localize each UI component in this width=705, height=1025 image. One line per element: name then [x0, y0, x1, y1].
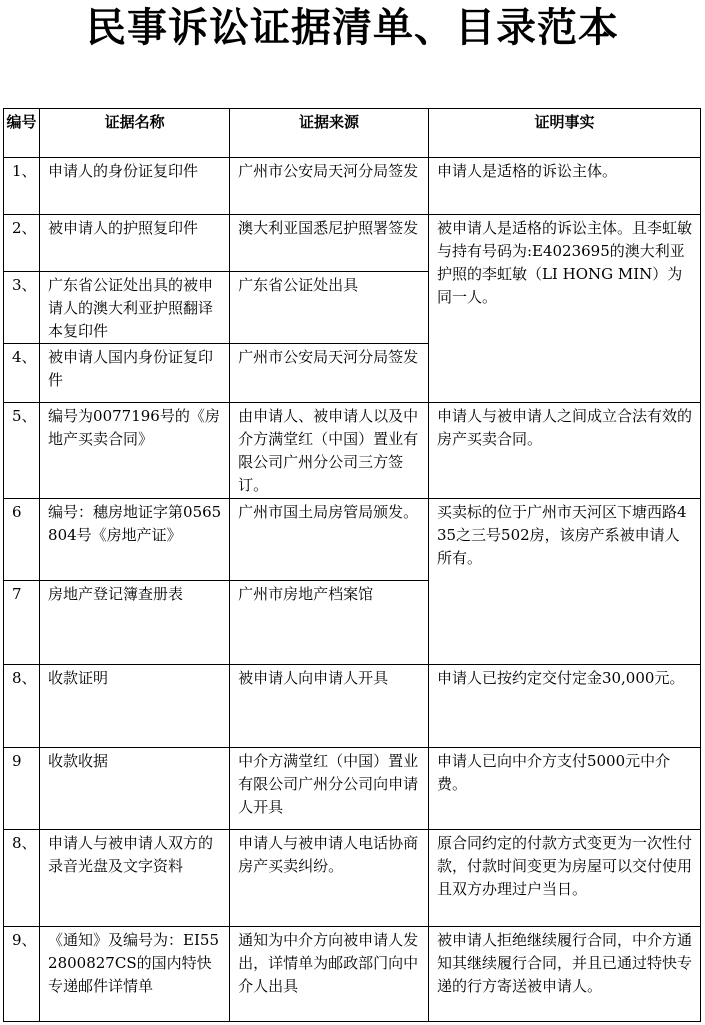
evidence-name: 编号为0077196号的《房地产买卖合同》 [40, 403, 230, 499]
evidence-name: 收款证明 [40, 665, 230, 748]
evidence-source: 被申请人向申请人开具 [230, 665, 429, 748]
evidence-source: 通知为中介方向被申请人发出，详情单为邮政部门向中介人出具 [230, 927, 429, 1022]
evidence-name: 《通知》及编号为：EI552800827CS的国内特快专递邮件详情单 [40, 927, 230, 1022]
table-row [4, 927, 701, 1022]
table-row [4, 403, 701, 499]
table-header-row [4, 109, 701, 158]
evidence-fact: 申请人已按约定交付定金30,000元。 [428, 665, 700, 748]
evidence-source: 广州市国土局房管局颁发。 [230, 499, 429, 581]
evidence-name: 被申请人的护照复印件 [40, 215, 230, 272]
table-row [4, 830, 701, 927]
evidence-name: 房地产登记簿查册表 [40, 581, 230, 665]
page-title: 民事诉讼证据清单、目录范本 [86, 5, 619, 51]
evidence-name: 编号：穗房地证字第0565804号《房地产证》 [40, 499, 230, 581]
evidence-source: 广东省公证处出具 [230, 272, 429, 344]
evidence-source: 广州市公安局天河分局签发 [230, 158, 429, 215]
table-row [4, 215, 701, 272]
table-row [4, 665, 701, 748]
evidence-fact: 申请人与被申请人之间成立合法有效的房产买卖合同。 [428, 403, 700, 499]
evidence-fact: 申请人已向中介方支付5000元中介费。 [428, 748, 700, 830]
evidence-fact: 被申请人是适格的诉讼主体。且李虹敏与持有号码为:E4023695的澳大利亚护照的李虹敏（LI HONG MIN）为同一人。 [428, 215, 700, 403]
evidence-fact: 买卖标的位于广州市天河区下塘西路435之三号502房，该房产系被申请人所有。 [428, 499, 700, 665]
header-no: 编号 [4, 109, 40, 158]
evidence-name: 广东省公证处出具的被申请人的澳大利亚护照翻译本复印件 [40, 272, 230, 344]
evidence-name: 申请人与被申请人双方的录音光盘及文字资料 [40, 830, 230, 927]
evidence-fact: 申请人是适格的诉讼主体。 [428, 158, 700, 215]
row-no: 4、 [4, 344, 40, 403]
table-row [4, 748, 701, 830]
evidence-table [3, 108, 701, 1022]
evidence-source: 广州市房地产档案馆 [230, 581, 429, 665]
table-row [4, 158, 701, 215]
row-no: 8、 [4, 665, 40, 748]
row-no: 5、 [4, 403, 40, 499]
evidence-source: 申请人与被申请人电话协商房产买卖纠纷。 [230, 830, 429, 927]
evidence-fact: 被申请人拒绝继续履行合同，中介方通知其继续履行合同，并且已通过特快专递的行方寄送被申请人。 [428, 927, 700, 1022]
row-no: 9 [4, 748, 40, 830]
evidence-name: 收款收据 [40, 748, 230, 830]
row-no: 7 [4, 581, 40, 665]
evidence-fact: 原合同约定的付款方式变更为一次性付款，付款时间变更为房屋可以交付使用且双方办理过户当日。 [428, 830, 700, 927]
header-source: 证据来源 [230, 109, 429, 158]
evidence-source: 由申请人、被申请人以及中介方满堂红（中国）置业有限公司广州分公司三方签订。 [230, 403, 429, 499]
evidence-name: 被申请人国内身份证复印件 [40, 344, 230, 403]
row-no: 8、 [4, 830, 40, 927]
row-no: 1、 [4, 158, 40, 215]
row-no: 6 [4, 499, 40, 581]
row-no: 2、 [4, 215, 40, 272]
evidence-name: 申请人的身份证复印件 [40, 158, 230, 215]
evidence-source: 中介方满堂红（中国）置业有限公司广州分公司向申请人开具 [230, 748, 429, 830]
row-no: 9、 [4, 927, 40, 1022]
evidence-source: 澳大利亚国悉尼护照署签发 [230, 215, 429, 272]
header-name: 证据名称 [40, 109, 230, 158]
header-fact: 证明事实 [428, 109, 700, 158]
table-row [4, 499, 701, 581]
evidence-source: 广州市公安局天河分局签发 [230, 344, 429, 403]
row-no: 3、 [4, 272, 40, 344]
